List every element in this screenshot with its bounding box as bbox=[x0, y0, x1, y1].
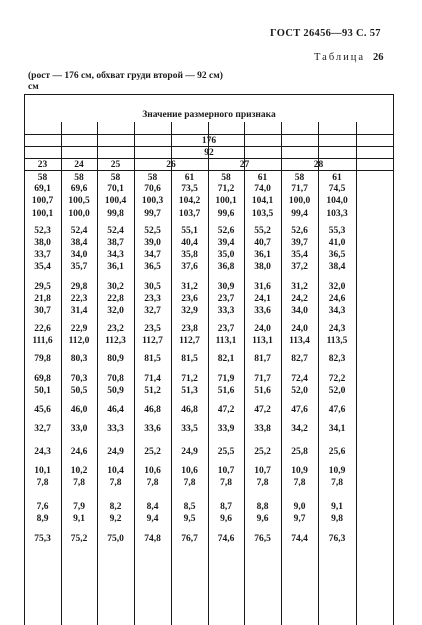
table-row bbox=[24, 336, 422, 347]
table-cell: 55,2 bbox=[254, 226, 271, 236]
table-row bbox=[24, 386, 422, 397]
table-cell: 82,3 bbox=[328, 354, 346, 364]
table-cell: 32,7 bbox=[144, 306, 161, 316]
table-cell: 71,7 bbox=[254, 374, 271, 384]
table-row bbox=[24, 226, 422, 237]
table-cell: 24,0 bbox=[291, 324, 308, 334]
table-cell: 82,1 bbox=[217, 354, 235, 364]
table-cell: 72,2 bbox=[328, 374, 346, 384]
table-cell: 7,8 bbox=[331, 478, 343, 488]
table-cell: 104,1 bbox=[251, 196, 274, 206]
table-cell: 24,3 bbox=[328, 324, 346, 334]
table-cell: 36,1 bbox=[254, 250, 271, 260]
table-cell: 22,8 bbox=[107, 294, 124, 304]
table-cell: 71,2 bbox=[181, 374, 198, 384]
table-cell: 7,8 bbox=[183, 478, 196, 488]
table-cell: 24,2 bbox=[291, 294, 308, 304]
column-number: 25 bbox=[110, 160, 121, 170]
table-cell: 58 bbox=[221, 173, 231, 183]
table-cell: 51,2 bbox=[144, 386, 161, 396]
table-cell: 112,7 bbox=[142, 336, 163, 346]
height-value: 176 bbox=[201, 136, 217, 146]
table-cell: 35,0 bbox=[217, 250, 235, 260]
table-cell: 8,7 bbox=[220, 502, 232, 512]
table-cell: 70,1 bbox=[107, 184, 124, 194]
table-cell: 103,5 bbox=[251, 209, 274, 219]
table-cell: 52,5 bbox=[144, 226, 161, 236]
table-cell: 25,8 bbox=[291, 447, 308, 457]
table-cell: 33,7 bbox=[34, 250, 51, 260]
table-cell: 99,7 bbox=[144, 209, 161, 219]
standard-number: ГОСТ 26456—93 С. 57 bbox=[270, 28, 381, 39]
table-cell: 112,0 bbox=[68, 336, 90, 346]
table-row bbox=[24, 238, 422, 249]
table-cell: 113,5 bbox=[326, 336, 348, 346]
table-caption: (рост — 176 см, обхват груди второй — 92 см) bbox=[28, 71, 223, 81]
table-cell: 36,5 bbox=[328, 250, 346, 260]
table-cell: 52,4 bbox=[70, 226, 88, 236]
table-cell: 100,5 bbox=[68, 196, 90, 206]
table-cell: 112,7 bbox=[179, 336, 200, 346]
table-cell: 81,7 bbox=[254, 354, 271, 364]
table-cell: 58 bbox=[74, 173, 84, 183]
table-cell: 69,8 bbox=[34, 374, 51, 384]
table-cell: 34,0 bbox=[70, 250, 88, 260]
table-cell: 58 bbox=[37, 173, 48, 183]
table-cell: 39,4 bbox=[217, 238, 235, 248]
table-cell: 80,3 bbox=[70, 354, 88, 364]
table-cell: 74,6 bbox=[217, 534, 235, 544]
table-cell: 34,3 bbox=[107, 250, 124, 260]
table-cell: 71,4 bbox=[144, 374, 161, 384]
table-cell: 33,8 bbox=[254, 424, 271, 434]
table-cell: 7,8 bbox=[36, 478, 49, 488]
table-cell: 25,2 bbox=[254, 447, 271, 457]
table-label bbox=[314, 52, 384, 63]
table-cell: 35,7 bbox=[70, 262, 88, 272]
table-cell: 100,3 bbox=[141, 196, 164, 206]
table-cell: 23,2 bbox=[107, 324, 124, 334]
table-cell: 39,0 bbox=[144, 238, 161, 248]
header-rule bbox=[24, 158, 394, 159]
table-cell: 9,6 bbox=[256, 514, 269, 524]
table-cell: 22,6 bbox=[34, 324, 51, 334]
table-cell: 34,1 bbox=[328, 424, 346, 434]
table-row bbox=[24, 250, 422, 261]
table-cell: 8,4 bbox=[146, 502, 159, 512]
table-cell: 24,6 bbox=[70, 447, 88, 457]
table-cell: 25,5 bbox=[217, 447, 235, 457]
table-cell: 39,7 bbox=[291, 238, 308, 248]
table-cell: 100,7 bbox=[31, 196, 54, 206]
table-cell: 76,5 bbox=[254, 534, 271, 544]
table-cell: 82,7 bbox=[291, 354, 308, 364]
table-cell: 33,3 bbox=[217, 306, 235, 316]
table-cell: 38,0 bbox=[34, 238, 51, 248]
table-row bbox=[24, 405, 422, 416]
column-number: 23 bbox=[37, 160, 48, 170]
header-rule bbox=[24, 134, 394, 135]
table-cell: 7,9 bbox=[73, 502, 85, 512]
table-cell: 73,5 bbox=[181, 184, 198, 194]
table-cell: 23,5 bbox=[144, 324, 161, 334]
table-cell: 113,1 bbox=[215, 336, 237, 346]
table-cell: 75,3 bbox=[34, 534, 51, 544]
table-cell: 32,0 bbox=[328, 282, 346, 292]
table-cell: 24,0 bbox=[254, 324, 271, 334]
table-cell: 47,6 bbox=[328, 405, 346, 415]
table-cell: 35,4 bbox=[291, 250, 308, 260]
table-cell: 36,1 bbox=[107, 262, 124, 272]
table-cell: 113,4 bbox=[289, 336, 310, 346]
table-row bbox=[24, 262, 422, 273]
table-cell: 41,0 bbox=[328, 238, 346, 248]
table-cell: 9,7 bbox=[293, 514, 306, 524]
table-cell: 47,2 bbox=[254, 405, 271, 415]
table-cell: 37,6 bbox=[181, 262, 198, 272]
table-cell: 9,1 bbox=[73, 514, 85, 524]
table-cell: 30,5 bbox=[144, 282, 161, 292]
table-cell: 35,8 bbox=[181, 250, 198, 260]
table-cell: 23,7 bbox=[217, 324, 235, 334]
table-cell: 50,5 bbox=[70, 386, 88, 396]
table-cell: 10,9 bbox=[328, 466, 346, 476]
table-row bbox=[24, 478, 422, 489]
table-cell: 25,2 bbox=[144, 447, 161, 457]
table-cell: 55,1 bbox=[181, 226, 198, 236]
table-cell: 9,2 bbox=[109, 514, 122, 524]
table-cell: 7,6 bbox=[36, 502, 49, 512]
table-cell: 61 bbox=[257, 173, 268, 183]
column-number: 28 bbox=[313, 160, 324, 170]
table-cell: 7,8 bbox=[220, 478, 232, 488]
table-cell: 24,9 bbox=[181, 447, 198, 457]
table-cell: 7,8 bbox=[146, 478, 159, 488]
table-cell: 104,2 bbox=[178, 196, 201, 206]
table-cell: 33,5 bbox=[181, 424, 198, 434]
table-row bbox=[24, 324, 422, 335]
table-cell: 8,5 bbox=[183, 502, 196, 512]
table-cell: 10,6 bbox=[181, 466, 198, 476]
table-cell: 113,1 bbox=[252, 336, 273, 346]
table-cell: 31,2 bbox=[291, 282, 308, 292]
table-cell: 10,4 bbox=[107, 466, 124, 476]
table-cell: 103,7 bbox=[178, 209, 201, 219]
table-row bbox=[24, 354, 422, 365]
table-cell: 32,9 bbox=[181, 306, 198, 316]
table-cell: 35,4 bbox=[34, 262, 51, 272]
table-cell: 33,9 bbox=[217, 424, 235, 434]
table-cell: 33,3 bbox=[107, 424, 124, 434]
table-cell: 52,0 bbox=[291, 386, 308, 396]
table-cell: 58 bbox=[294, 173, 305, 183]
table-cell: 74,8 bbox=[144, 534, 161, 544]
table-cell: 47,2 bbox=[217, 405, 235, 415]
table-cell: 8,9 bbox=[36, 514, 49, 524]
table-cell: 99,8 bbox=[107, 209, 124, 219]
table-cell: 99,4 bbox=[291, 209, 308, 219]
table-cell: 46,4 bbox=[107, 405, 124, 415]
table-cell: 38,4 bbox=[328, 262, 346, 272]
table-cell: 7,8 bbox=[109, 478, 122, 488]
table-cell: 22,3 bbox=[70, 294, 88, 304]
table-cell: 58 bbox=[110, 173, 121, 183]
table-cell: 30,2 bbox=[107, 282, 124, 292]
table-cell: 36,8 bbox=[217, 262, 235, 272]
table-cell: 23,7 bbox=[217, 294, 235, 304]
table-cell: 52,6 bbox=[217, 226, 235, 236]
table-cell: 10,7 bbox=[254, 466, 271, 476]
table-row bbox=[24, 502, 422, 513]
table-cell: 37,2 bbox=[291, 262, 308, 272]
table-cell: 111,6 bbox=[32, 336, 53, 346]
table-cell: 51,3 bbox=[181, 386, 198, 396]
table-cell: 9,1 bbox=[331, 502, 343, 512]
table-cell: 70,8 bbox=[107, 374, 124, 384]
header-rule bbox=[24, 170, 394, 171]
table-cell: 31,2 bbox=[181, 282, 198, 292]
table-cell: 10,7 bbox=[217, 466, 235, 476]
column-number: 24 bbox=[74, 160, 84, 170]
table-cell: 75,2 bbox=[70, 534, 88, 544]
table-cell: 71,7 bbox=[291, 184, 308, 194]
table-cell: 36,5 bbox=[144, 262, 161, 272]
table-cell: 76,3 bbox=[328, 534, 346, 544]
unit-label: см bbox=[28, 82, 39, 92]
table-cell: 100,1 bbox=[31, 209, 54, 219]
column-number: 26 bbox=[166, 160, 176, 170]
table-cell: 23,6 bbox=[181, 294, 198, 304]
table-cell: 72,4 bbox=[291, 374, 308, 384]
table-cell: 33,0 bbox=[70, 424, 88, 434]
table-cell: 24,6 bbox=[328, 294, 346, 304]
table-label-text: Таблица bbox=[314, 52, 366, 63]
table-row bbox=[24, 466, 422, 477]
table-cell: 50,1 bbox=[34, 386, 51, 396]
table-cell: 52,4 bbox=[107, 226, 124, 236]
table-cell: 8,2 bbox=[109, 502, 122, 512]
table-cell: 33,6 bbox=[254, 306, 271, 316]
table-cell: 50,9 bbox=[107, 386, 124, 396]
table-cell: 34,0 bbox=[291, 306, 308, 316]
table-row bbox=[24, 534, 422, 545]
table-cell: 10,2 bbox=[70, 466, 88, 476]
table-cell: 9,8 bbox=[331, 514, 343, 524]
table-cell: 52,0 bbox=[328, 386, 346, 396]
table-row bbox=[24, 294, 422, 305]
table-cell: 40,7 bbox=[254, 238, 271, 248]
table-cell: 58 bbox=[147, 173, 158, 183]
table-cell: 100,4 bbox=[104, 196, 127, 206]
table-cell: 52,3 bbox=[34, 226, 51, 236]
table-cell: 10,9 bbox=[291, 466, 308, 476]
table-cell: 70,3 bbox=[70, 374, 88, 384]
table-cell: 8,8 bbox=[256, 502, 269, 512]
table-cell: 79,8 bbox=[34, 354, 51, 364]
table-cell: 23,8 bbox=[181, 324, 198, 334]
table-cell: 74,5 bbox=[328, 184, 346, 194]
chest-value: 92 bbox=[204, 148, 214, 158]
table-cell: 10,6 bbox=[144, 466, 161, 476]
table-cell: 9,6 bbox=[220, 514, 232, 524]
table-cell: 80,9 bbox=[107, 354, 124, 364]
table-cell: 29,8 bbox=[70, 282, 88, 292]
table-cell: 31,6 bbox=[254, 282, 271, 292]
table-row bbox=[24, 514, 422, 525]
table-cell: 103,3 bbox=[326, 209, 348, 219]
table-cell: 9,4 bbox=[146, 514, 159, 524]
table-row bbox=[24, 306, 422, 317]
table-cell: 99,6 bbox=[217, 209, 235, 219]
table-cell: 81,5 bbox=[144, 354, 161, 364]
table-cell: 74,0 bbox=[254, 184, 271, 194]
table-number: 26 bbox=[373, 52, 384, 63]
table-cell: 69,6 bbox=[70, 184, 88, 194]
table-cell: 30,9 bbox=[217, 282, 235, 292]
table-cell: 69,1 bbox=[34, 184, 51, 194]
table-cell: 32,0 bbox=[107, 306, 124, 316]
table-cell: 33,6 bbox=[144, 424, 161, 434]
table-cell: 74,4 bbox=[291, 534, 308, 544]
subcolumn-header-row bbox=[24, 173, 422, 184]
table-cell: 22,9 bbox=[70, 324, 88, 334]
table-cell: 34,7 bbox=[144, 250, 161, 260]
table-cell: 46,8 bbox=[181, 405, 198, 415]
header-rule bbox=[24, 146, 394, 147]
table-cell: 10,1 bbox=[34, 466, 51, 476]
table-cell: 7,8 bbox=[256, 478, 269, 488]
table-cell: 34,3 bbox=[328, 306, 346, 316]
table-cell: 24,9 bbox=[107, 447, 124, 457]
table-cell: 34,2 bbox=[291, 424, 308, 434]
table-cell: 76,7 bbox=[181, 534, 198, 544]
table-cell: 23,3 bbox=[144, 294, 161, 304]
table-cell: 45,6 bbox=[34, 405, 51, 415]
table-cell: 9,0 bbox=[293, 502, 306, 512]
table-cell: 52,6 bbox=[291, 226, 308, 236]
table-cell: 24,3 bbox=[34, 447, 51, 457]
table-cell: 104,0 bbox=[326, 196, 348, 206]
table-row bbox=[24, 424, 422, 435]
table-cell: 100,0 bbox=[68, 209, 90, 219]
table-cell: 100,0 bbox=[288, 196, 311, 206]
table-cell: 31,4 bbox=[70, 306, 88, 316]
table-cell: 71,9 bbox=[217, 374, 235, 384]
table-cell: 100,1 bbox=[215, 196, 237, 206]
table-cell: 51,6 bbox=[217, 386, 235, 396]
table-cell: 38,0 bbox=[254, 262, 271, 272]
table-cell: 24,1 bbox=[254, 294, 271, 304]
table-cell: 61 bbox=[184, 173, 195, 183]
table-cell: 40,4 bbox=[181, 238, 198, 248]
table-cell: 70,6 bbox=[144, 184, 161, 194]
table-top-border bbox=[24, 94, 394, 95]
table-cell: 38,7 bbox=[107, 238, 124, 248]
table-cell: 55,3 bbox=[328, 226, 346, 236]
column-number: 27 bbox=[239, 160, 250, 170]
table-cell: 38,4 bbox=[70, 238, 88, 248]
table-cell: 46,0 bbox=[70, 405, 88, 415]
table-cell: 30,7 bbox=[34, 306, 51, 316]
table-cell: 7,8 bbox=[73, 478, 85, 488]
group-header: Значение размерного признака bbox=[142, 110, 276, 120]
table-cell: 9,5 bbox=[183, 514, 196, 524]
table-row bbox=[24, 209, 422, 220]
table-row bbox=[24, 374, 422, 385]
table-cell: 112,3 bbox=[105, 336, 126, 346]
table-cell: 7,8 bbox=[293, 478, 306, 488]
table-cell: 32,7 bbox=[34, 424, 51, 434]
table-cell: 46,8 bbox=[144, 405, 161, 415]
table-cell: 25,6 bbox=[328, 447, 346, 457]
table-row bbox=[24, 184, 422, 195]
table-cell: 75,0 bbox=[107, 534, 124, 544]
table-row bbox=[24, 282, 422, 293]
table-row bbox=[24, 196, 422, 207]
table-cell: 47,6 bbox=[291, 405, 308, 415]
table-cell: 29,5 bbox=[34, 282, 51, 292]
table-cell: 71,2 bbox=[217, 184, 235, 194]
table-cell: 51,6 bbox=[254, 386, 271, 396]
table-row bbox=[24, 447, 422, 458]
table-cell: 21,8 bbox=[34, 294, 51, 304]
table-cell: 61 bbox=[332, 173, 342, 183]
table-cell: 81,5 bbox=[181, 354, 198, 364]
